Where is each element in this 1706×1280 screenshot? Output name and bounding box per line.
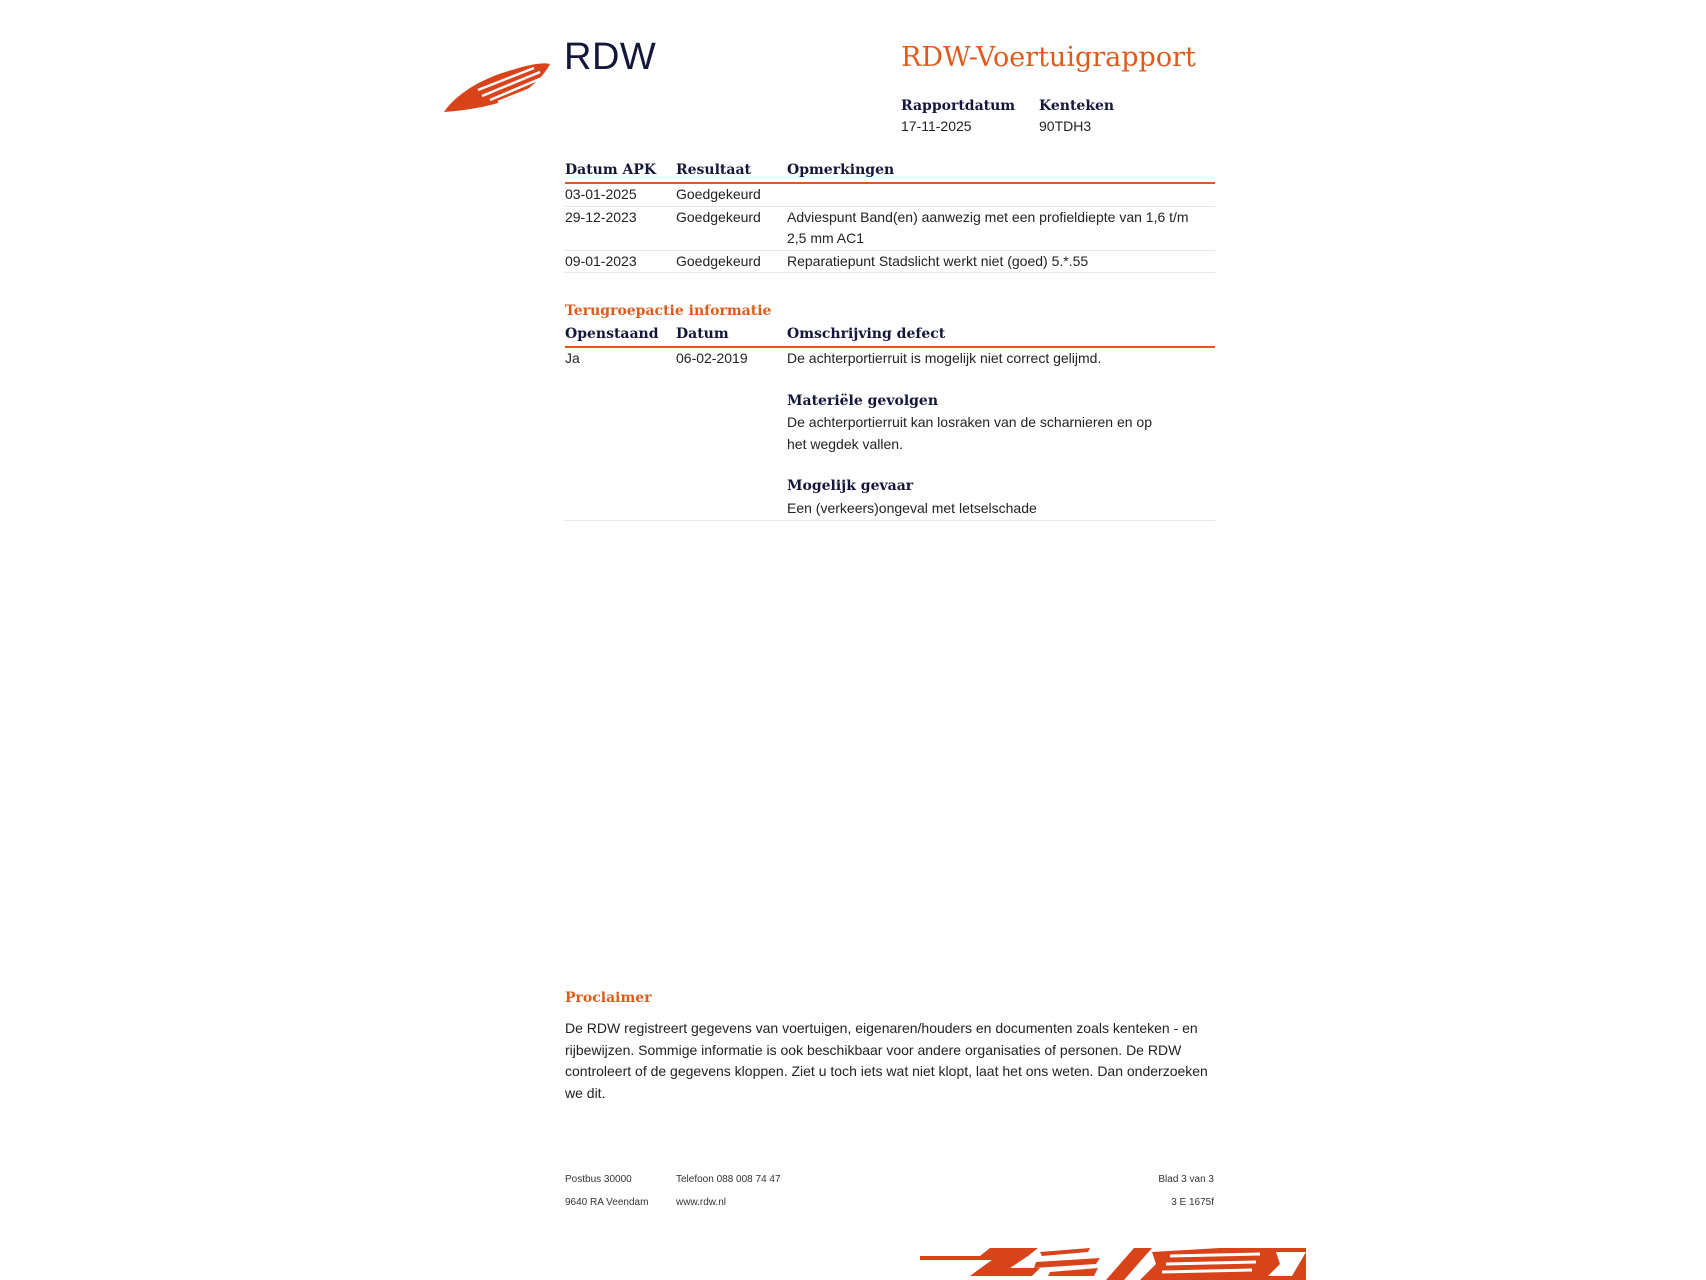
- apk-date: 03-01-2025: [565, 183, 676, 206]
- material-consequences-title: Materiële gevolgen: [787, 392, 939, 409]
- proclaimer-text: De RDW registreert gegevens van voertuigen, eigenaren/houders en documenten zoals kenteken - en rijbewijzen. Sommige informatie is ook beschikbaar voor andere organisaties of personen. De RDW controleert of de gegevens kloppen. Ziet u toch iets wat niet klopt, laat het ons weten. Dan onderzoeken we dit.: [565, 1020, 1208, 1101]
- rdw-feather-icon: [442, 56, 552, 116]
- apk-result: Goedgekeurd: [676, 250, 787, 273]
- footer-page-number: Blad 3 van 3: [1158, 1174, 1214, 1185]
- recall-open: Ja: [565, 347, 676, 521]
- col-date: Datum: [676, 324, 787, 347]
- apk-remarks: Reparatiepunt Stadslicht werkt niet (goed) 5.*.55: [787, 250, 1215, 273]
- possible-danger-text: Een (verkeers)ongeval met letselschade: [787, 499, 1037, 516]
- footer-address-2: 9640 RA Veendam: [565, 1197, 649, 1208]
- table-row: [565, 250, 1215, 273]
- recall-table: [565, 324, 1215, 521]
- recall-description: De achterportierruit is mogelijk niet correct gelijmd.: [787, 350, 1102, 366]
- report-date-label: Rapportdatum: [901, 98, 1016, 114]
- apk-result: Goedgekeurd: [676, 183, 787, 206]
- table-row: [565, 206, 1215, 250]
- footer-code: 3 E 1675f: [1171, 1197, 1214, 1208]
- col-description: Omschrijving defect: [787, 324, 1215, 347]
- proclaimer-title: Proclaimer: [565, 990, 652, 1006]
- plate-label: Kenteken: [1039, 98, 1115, 114]
- rdw-stripes-decoration: [920, 1246, 1306, 1280]
- recall-details: [787, 347, 1215, 521]
- plate-value: 90TDH3: [1039, 118, 1092, 134]
- recall-date: 06-02-2019: [676, 347, 787, 521]
- possible-danger-title: Mogelijk gevaar: [787, 478, 914, 494]
- apk-table: [565, 160, 1215, 273]
- apk-date: 29-12-2023: [565, 206, 676, 250]
- page-title: RDW-Voertuigrapport: [901, 42, 1196, 73]
- report-date-value: 17-11-2025: [901, 118, 972, 134]
- col-result: Resultaat: [676, 160, 787, 183]
- col-remarks: Opmerkingen: [787, 160, 1215, 183]
- recall-section-title: Terugroepactie informatie: [565, 303, 772, 319]
- table-row: [565, 347, 1215, 521]
- apk-remarks: Adviespunt Band(en) aanwezig met een profieldiepte van 1,6 t/m 2,5 mm AC1: [787, 206, 1215, 250]
- col-apk-date: Datum APK: [565, 160, 676, 183]
- apk-result: Goedgekeurd: [676, 206, 787, 250]
- footer-web: www.rdw.nl: [676, 1197, 727, 1208]
- material-consequences-text: De achterportierruit kan losraken van de scharnieren en op het wegdek vallen.: [787, 414, 1152, 452]
- footer-address-1: Postbus 30000: [565, 1174, 632, 1185]
- apk-date: 09-01-2023: [565, 250, 676, 273]
- apk-remarks: [787, 183, 1215, 206]
- col-open: Openstaand: [565, 324, 676, 347]
- footer-phone: Telefoon 088 008 74 47: [676, 1174, 781, 1185]
- brand-name: RDW: [564, 36, 657, 78]
- table-row: [565, 183, 1215, 206]
